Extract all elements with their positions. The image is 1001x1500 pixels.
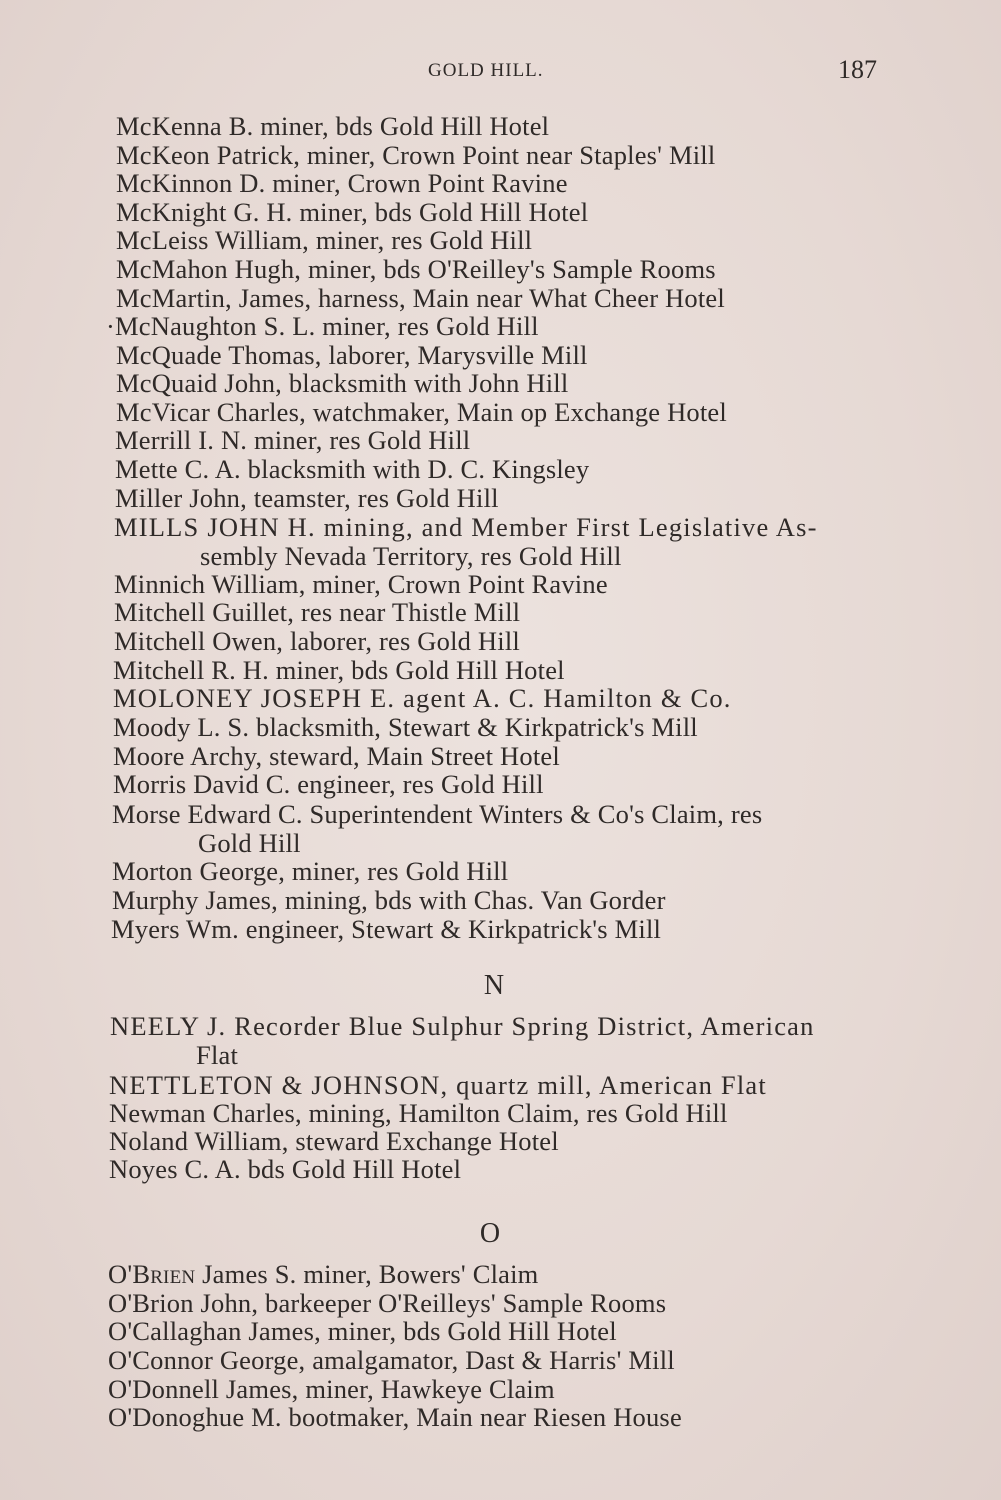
directory-entry: McQuaid John, blacksmith with John Hill [116, 368, 569, 398]
directory-entry: McVicar Charles, watchmaker, Main op Exchange Hotel [116, 397, 727, 427]
directory-entry: McKenna B. miner, bds Gold Hill Hotel [116, 111, 550, 141]
directory-entry [108, 1260, 538, 1289]
entry-continuation: Gold Hill [198, 827, 301, 858]
directory-entry: McLeiss William, miner, res Gold Hill [116, 225, 533, 255]
directory-entry: O'Connor George, amalgamator, Dast & Harris' Mill [108, 1345, 675, 1375]
directory-entry: Newman Charles, mining, Hamilton Claim, res Gold Hill [109, 1098, 728, 1128]
directory-entry: McKnight G. H. miner, bds Gold Hill Hotel [116, 197, 589, 227]
directory-entry: McMahon Hugh, miner, bds O'Reilley's Sample Rooms [116, 254, 716, 284]
directory-entry: MOLONEY JOSEPH E. agent A. C. Hamilton & Co. [113, 683, 732, 713]
directory-entry: Mitchell R. H. miner, bds Gold Hill Hotel [113, 655, 565, 685]
directory-entry: Noland William, steward Exchange Hotel [109, 1126, 559, 1156]
directory-entry: Myers Wm. engineer, Stewart & Kirkpatrick's Mill [111, 914, 662, 944]
directory-entry: Noyes C. A. bds Gold Hill Hotel [109, 1154, 462, 1184]
directory-entry: Minnich William, miner, Crown Point Ravine [114, 569, 608, 599]
directory-entry: McKinnon D. miner, Crown Point Ravine [116, 168, 568, 198]
directory-entry: Morton George, miner, res Gold Hill [112, 856, 509, 886]
directory-entry: Murphy James, mining, bds with Chas. Van Gorder [112, 885, 666, 915]
entry-continuation: sembly Nevada Territory, res Gold Hill [200, 540, 622, 571]
directory-entry: O'Callaghan James, miner, bds Gold Hill Hotel [108, 1316, 617, 1346]
directory-entry: NETTLETON & JOHNSON, quartz mill, American Flat [109, 1070, 767, 1100]
directory-entry: McMartin, James, harness, Main near What Cheer Hotel [116, 283, 725, 313]
entry-line: Morse Edward C. Superintendent Winters & Co's Claim, res [112, 799, 763, 829]
entry-line: NEELY J. Recorder Blue Sulphur Spring District, American [110, 1011, 815, 1041]
section-letter-n: N [483, 970, 505, 1001]
directory-entry: O'Brion John, barkeeper O'Reilleys' Sample Rooms [108, 1288, 667, 1318]
entry-rest: James S. miner, Bowers' Claim [195, 1259, 539, 1289]
directory-entry-multiline [114, 513, 818, 570]
directory-entry: O'Donnell James, miner, Hawkeye Claim [108, 1374, 555, 1404]
directory-entry: Mette C. A. blacksmith with D. C. Kingsley [115, 454, 590, 484]
directory-entry: Merrill I. N. miner, res Gold Hill [115, 425, 471, 455]
directory-entry: O'Donoghue M. bootmaker, Main near Riesen House [108, 1402, 682, 1432]
directory-entry-multiline [112, 800, 762, 857]
running-head: GOLD HILL. [428, 60, 544, 81]
entry-continuation: Flat [196, 1039, 239, 1070]
page-header [0, 52, 1001, 92]
directory-entry: Mitchell Owen, laborer, res Gold Hill [114, 626, 520, 656]
directory-entry: McQuade Thomas, laborer, Marysville Mill [116, 340, 588, 370]
page-number: 187 [838, 55, 877, 84]
directory-entry: McKeon Patrick, miner, Crown Point near Staples' Mill [116, 140, 716, 170]
entry-line: MILLS JOHN H. mining, and Member First Legislative As- [114, 512, 818, 542]
directory-entry: Miller John, teamster, res Gold Hill [115, 483, 499, 513]
directory-entry: Moore Archy, steward, Main Street Hotel [113, 741, 560, 771]
directory-entry: Morris David C. engineer, res Gold Hill [113, 769, 544, 799]
entry-smallcaps-name: Brien [132, 1259, 196, 1289]
directory-entry-multiline [110, 1012, 815, 1069]
directory-entry: Mitchell Guillet, res near Thistle Mill [114, 597, 521, 627]
section-letter-o: O [479, 1218, 501, 1249]
directory-entry: ·McNaughton S. L. miner, res Gold Hill [106, 311, 539, 341]
directory-entry: Moody L. S. blacksmith, Stewart & Kirkpatrick's Mill [113, 712, 698, 742]
entry-prefix: O' [108, 1259, 133, 1289]
